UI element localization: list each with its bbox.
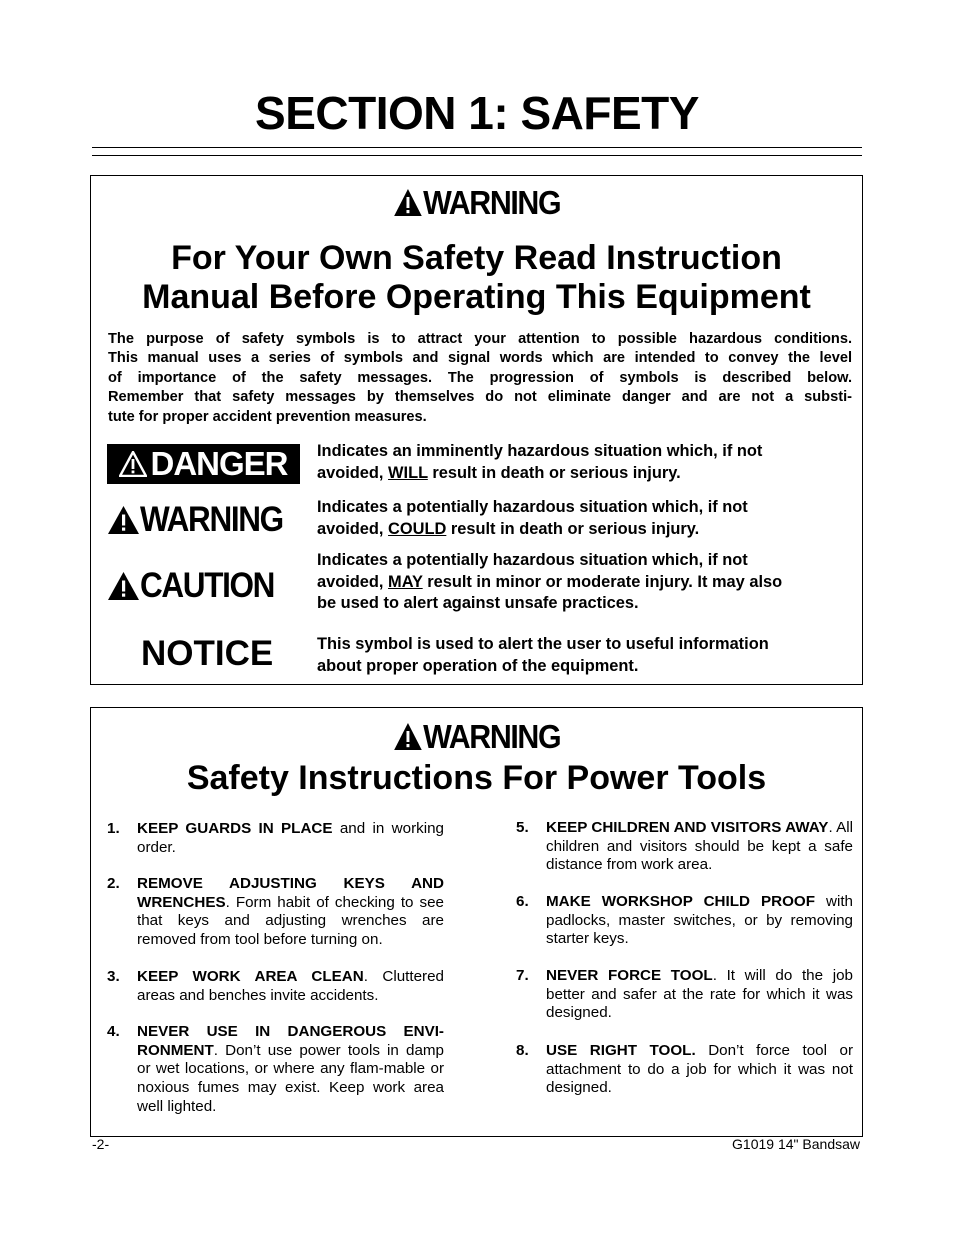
item-text [546, 967, 853, 1023]
item-rest: . It will do the job better and safer at the rate for which it was designed. [546, 967, 853, 1022]
warning-triangle-icon [393, 722, 422, 751]
caution-desc-line3: be used to alert against unsafe practices. [317, 594, 639, 612]
item-bold: NEVER FORCE TOOL [546, 967, 713, 984]
item-bold: USE RIGHT TOOL. [546, 1042, 696, 1059]
warning-triangle-icon [107, 571, 140, 601]
item-text [137, 820, 444, 857]
item-rest: with padlocks, master switches, or by removing starter keys. [546, 893, 853, 948]
heading-line-1: For Your Own Safety Read Instruction [171, 239, 782, 277]
item-bold: KEEP CHILDREN AND VISITORS AWAY [546, 819, 829, 836]
warning-desc-pre: avoided, [317, 519, 389, 538]
warning-triangle-icon [393, 188, 422, 217]
intro-line: This manual uses a series of symbols and signal words which are intended to convey the level [108, 350, 852, 367]
intro-line: The purpose of safety symbols is to attract your attention to possible hazardous conditions. [108, 331, 852, 347]
danger-desc-line1: Indicates an imminently hazardous situation which, if not [317, 442, 763, 460]
caution-desc-pre: avoided, [317, 572, 389, 591]
item-bold: KEEP GUARDS IN PLACE [137, 820, 333, 837]
warning-label: WARNING [423, 718, 561, 755]
danger-badge [107, 444, 300, 484]
danger-desc-post: result in death or serious injury. [427, 463, 681, 482]
model-name: G1019 14" Bandsaw [732, 1136, 860, 1152]
notice-desc-line1: This symbol is used to alert the user to useful information [317, 635, 769, 653]
item-number: 6. [516, 893, 529, 910]
title-rule-top [92, 147, 862, 148]
warning-header [122, 184, 831, 222]
intro-paragraph [108, 330, 852, 427]
section-title: SECTION 1: SAFETY [255, 87, 699, 139]
warning-desc-line1: Indicates a potentially hazardous situation which, if not [317, 498, 748, 516]
item-bold: MAKE WORKSHOP CHILD PROOF [546, 893, 815, 910]
danger-key-word: WILL [388, 463, 428, 482]
caution-desc-line1: Indicates a potentially hazardous situation which, if not [317, 551, 748, 569]
item-number: 2. [107, 875, 120, 892]
item-bold: KEEP WORK AREA CLEAN [137, 968, 364, 985]
caution-desc-post: result in minor or moderate injury. It may also [422, 572, 783, 591]
warning-header [122, 718, 831, 756]
item-text [137, 1023, 444, 1117]
warning-signal [107, 500, 299, 540]
warning-signal-label: WARNING [140, 500, 283, 539]
heading-line-2: Manual Before Operating This Equipment [142, 278, 811, 316]
caution-key-word: MAY [388, 572, 423, 591]
item-bold: REMOVE ADJUSTING KEYS AND WRENCHES [137, 875, 444, 911]
item-text [546, 1042, 853, 1098]
title-rule-bottom [92, 155, 862, 156]
caution-signal-label: CAUTION [140, 566, 275, 605]
warning-label: WARNING [423, 184, 561, 221]
item-rest: . Don’t use power tools in damp or wet locations, or where any flam-mable or noxious fumes may exist. Keep work area well lighted. [137, 1041, 444, 1115]
warning-key-word: COULD [388, 519, 447, 538]
item-rest: . Form habit of checking to see that keys and adjusting wrenches are removed from tool before turning on. [137, 893, 444, 949]
item-text [137, 968, 444, 1005]
notice-description [317, 634, 847, 677]
notice-desc-line2: about proper operation of the equipment. [317, 656, 639, 675]
danger-label: DANGER [150, 445, 288, 482]
item-rest: Don’t force tool or attachment to do a job for which it was not designed. [546, 1042, 853, 1097]
power-tools-box [90, 707, 863, 1137]
caution-description [317, 550, 847, 615]
item-text [137, 875, 444, 950]
item-rest: . All children and visitors should be kept a safe distance from work area. [546, 819, 853, 874]
item-number: 5. [516, 819, 529, 836]
warning-desc-line2 [317, 519, 847, 541]
intro-line: Remember that safety messages by themselves do not eliminate danger and are not a substi- [108, 389, 852, 406]
warning-triangle-icon [119, 451, 147, 477]
item-rest: . Cluttered areas and benches invite accidents. [137, 968, 444, 1004]
warning-triangle-icon [107, 505, 140, 535]
danger-description [317, 441, 847, 484]
caution-desc-line2 [317, 572, 847, 594]
item-text [546, 893, 853, 949]
danger-desc-line2 [317, 463, 847, 485]
item-number: 7. [516, 967, 529, 984]
main-heading [91, 239, 862, 317]
item-number: 4. [107, 1023, 120, 1040]
safety-symbols-box [90, 175, 863, 685]
warning-desc-post: result in death or serious injury. [446, 519, 700, 538]
item-number: 8. [516, 1042, 529, 1059]
item-number: 1. [107, 820, 120, 837]
warning-description [317, 497, 847, 540]
item-number: 3. [107, 968, 120, 985]
intro-line: tute for proper accident prevention measures. [108, 408, 427, 425]
notice-label: NOTICE [141, 634, 274, 673]
page-number: -2- [92, 1136, 110, 1152]
item-rest: and in working order. [137, 820, 444, 856]
power-tools-heading: Safety Instructions For Power Tools [186, 759, 767, 797]
item-bold: NEVER USE IN DANGEROUS ENVI-RONMENT [137, 1023, 444, 1059]
danger-desc-pre: avoided, [317, 463, 389, 482]
intro-line: of importance of the safety messages. The progression of symbols is described below. [108, 369, 852, 386]
caution-signal [107, 566, 289, 606]
item-text [546, 819, 853, 875]
